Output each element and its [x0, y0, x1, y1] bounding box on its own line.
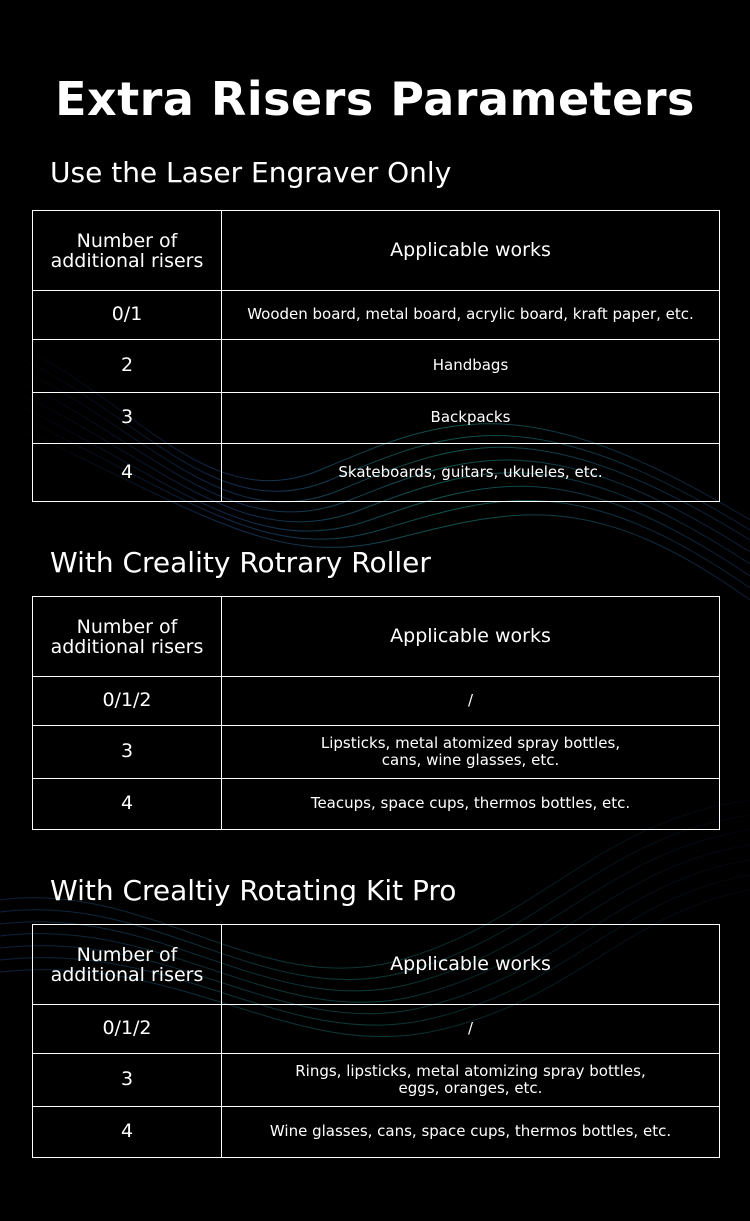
table-row [33, 340, 720, 393]
works-cell: Backpacks [222, 393, 720, 444]
table-row [33, 779, 720, 830]
section-title-rotrary-roller: With Creality Rotrary Roller [50, 546, 431, 579]
table-row [33, 1005, 720, 1054]
header-risers-count: Number of additional risers [33, 211, 222, 291]
risers-table-laser-engraver [32, 210, 720, 502]
risers-cell: 3 [33, 1054, 222, 1107]
works-cell: Skateboards, guitars, ukuleles, etc. [222, 444, 720, 502]
table-row [33, 1054, 720, 1107]
table-header-row [33, 925, 720, 1005]
table-header-row [33, 597, 720, 677]
risers-cell: 4 [33, 444, 222, 502]
risers-cell: 0/1/2 [33, 677, 222, 726]
works-cell: Rings, lipsticks, metal atomizing spray bottles, eggs, oranges, etc. [222, 1054, 720, 1107]
header-applicable-works: Applicable works [222, 597, 720, 677]
header-risers-count: Number of additional risers [33, 925, 222, 1005]
works-cell: Wooden board, metal board, acrylic board, kraft paper, etc. [222, 291, 720, 340]
risers-table-rotating-kit-pro [32, 924, 720, 1158]
header-applicable-works: Applicable works [222, 211, 720, 291]
table-row [33, 291, 720, 340]
risers-cell: 4 [33, 1107, 222, 1158]
table-row [33, 726, 720, 779]
table-row [33, 677, 720, 726]
risers-cell: 3 [33, 393, 222, 444]
table-row [33, 444, 720, 502]
section-title-laser-engraver: Use the Laser Engraver Only [50, 156, 452, 189]
works-cell: / [222, 1005, 720, 1054]
header-risers-count: Number of additional risers [33, 597, 222, 677]
works-cell: Lipsticks, metal atomized spray bottles, cans, wine glasses, etc. [222, 726, 720, 779]
works-cell: Handbags [222, 340, 720, 393]
table-row [33, 393, 720, 444]
works-cell: / [222, 677, 720, 726]
header-applicable-works: Applicable works [222, 925, 720, 1005]
works-cell: Wine glasses, cans, space cups, thermos bottles, etc. [222, 1107, 720, 1158]
section-title-rotating-kit-pro: With Crealtiy Rotating Kit Pro [50, 874, 457, 907]
risers-cell: 3 [33, 726, 222, 779]
risers-cell: 4 [33, 779, 222, 830]
table-row [33, 1107, 720, 1158]
risers-cell: 0/1/2 [33, 1005, 222, 1054]
works-cell: Teacups, space cups, thermos bottles, etc. [222, 779, 720, 830]
table-header-row [33, 211, 720, 291]
page-title: Extra Risers Parameters [55, 72, 695, 126]
risers-cell: 0/1 [33, 291, 222, 340]
risers-cell: 2 [33, 340, 222, 393]
risers-table-rotrary-roller [32, 596, 720, 830]
